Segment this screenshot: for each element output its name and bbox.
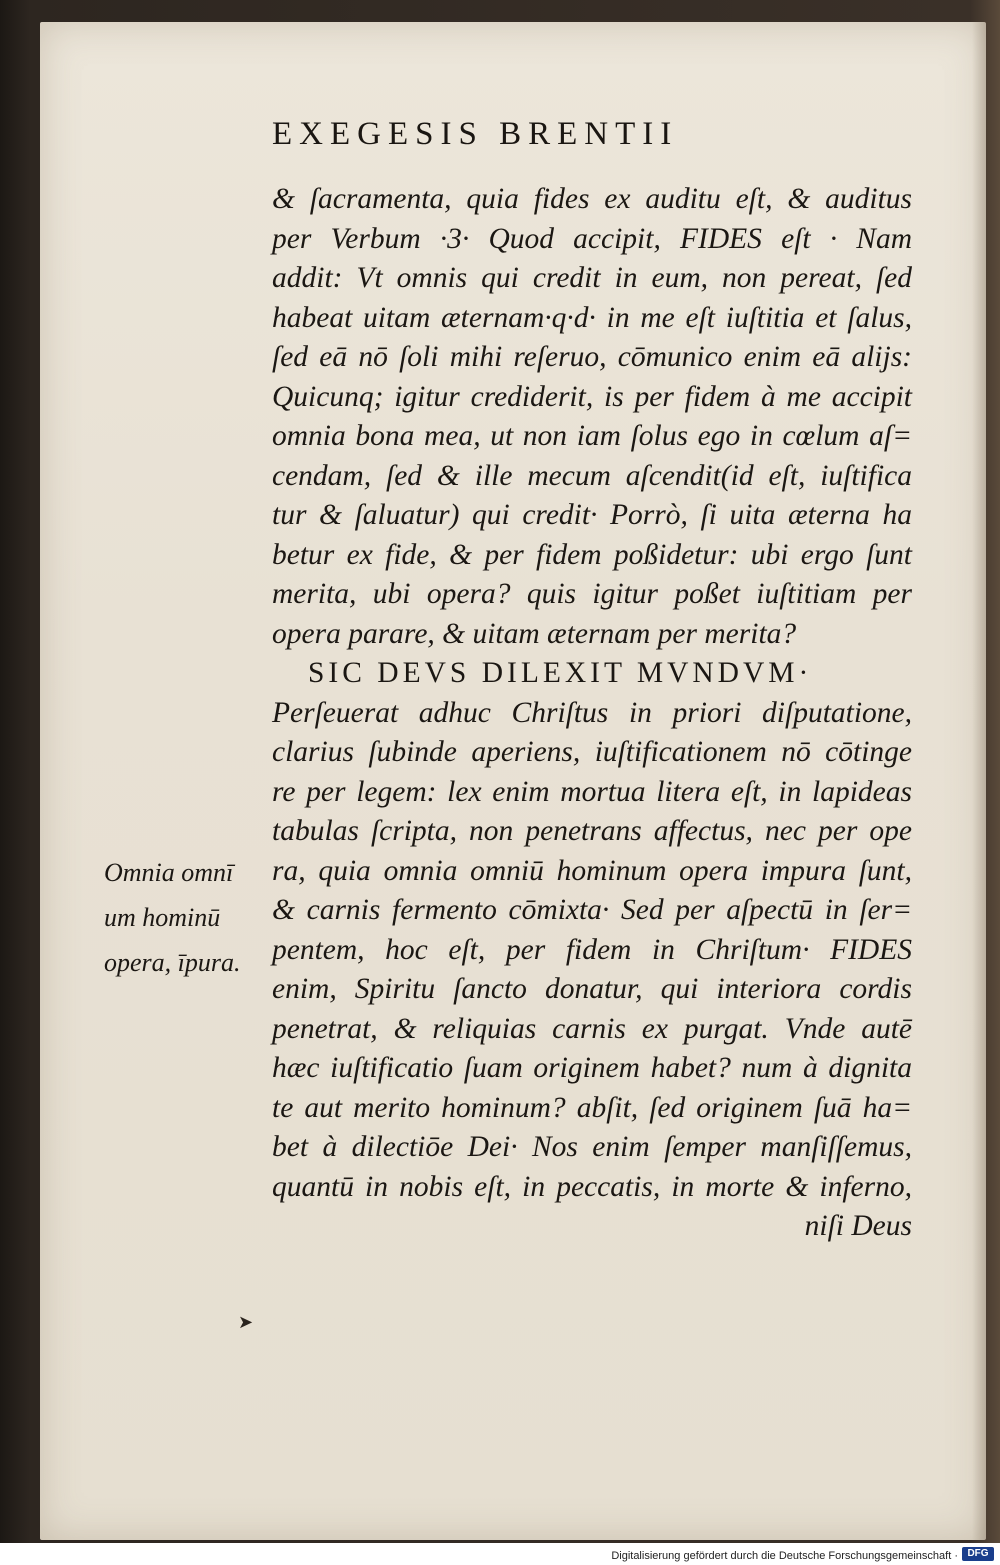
marginal-note-line: Omnia omnī bbox=[104, 858, 234, 887]
text-line: merita, ubi opera? quis igitur poßet iuſtitiam per bbox=[272, 578, 912, 610]
text-line: penetrat, & reliquias carnis ex purgat. Vnde autē bbox=[272, 1012, 912, 1045]
text-line: re per legem: lex enim mortua litera eſt, in lapideas bbox=[272, 775, 912, 808]
dfg-logo: DFG bbox=[962, 1547, 994, 1561]
text-line: per Verbum ·3· Quod accipit, FIDES eſt · Nam bbox=[272, 222, 912, 255]
text-line: pentem, hoc eſt, per fidem in Chriſtum· FIDES bbox=[272, 933, 912, 966]
marginal-note bbox=[104, 850, 270, 985]
ink-mark-icon: ➤ bbox=[238, 1312, 254, 1332]
text-line: & carnis fermento cōmixta· Sed per aſpectū in ſer= bbox=[272, 894, 912, 926]
catchword: niſi Deus bbox=[804, 1210, 912, 1242]
text-line: clarius ſubinde aperiens, iuſtificationem nō cōtinge bbox=[272, 736, 912, 768]
text-line: enim, Spiritu ſancto donatur, qui interiora cordis bbox=[272, 973, 912, 1005]
text-line: & ſacramenta, quia fides ex auditu eſt, & auditus bbox=[272, 183, 912, 215]
text-line: opera parare, & uitam æternam per merita? bbox=[272, 617, 797, 650]
marginal-note-line: opera, īpura. bbox=[104, 948, 241, 977]
text-line: betur ex fide, & per fidem poßidetur: ubi ergo ſunt bbox=[272, 538, 912, 571]
text-line: omnia bona mea, ut non iam ſolus ego in cœlum aſ= bbox=[272, 420, 912, 452]
text-line: hæc iuſtificatio ſuam originem habet? num à dignita bbox=[272, 1052, 912, 1084]
text-line: te aut merito hominum? abſit, ſed originem ſuā ha= bbox=[272, 1091, 912, 1124]
text-line: habeat uitam æternam·q·d· in me eſt iuſtitia et ſalus, bbox=[272, 301, 912, 334]
text-line: ra, quia omnia omniū hominum opera impura ſunt, bbox=[272, 854, 912, 887]
text-line: bet à dilectiōe Dei· Nos enim ſemper manſiſſemus, bbox=[272, 1131, 912, 1163]
digitization-footer bbox=[0, 1543, 1000, 1565]
marginal-note-line: um hominū bbox=[104, 903, 221, 932]
text-line: quantū in nobis eſt, in peccatis, in morte & inferno, bbox=[272, 1170, 912, 1203]
text-line: Quicunq; igitur crediderit, is per fidem à me accipit bbox=[272, 380, 912, 413]
text-line: tabulas ſcripta, non penetrans affectus, nec per ope bbox=[272, 815, 912, 847]
section-heading: SIC DEVS DILEXIT MVNDVM· bbox=[308, 657, 813, 689]
text-line: tur & ſaluatur) qui credit· Porrò, ſi uita æterna ha bbox=[272, 499, 912, 531]
page-edge-shadow bbox=[972, 22, 986, 1540]
footer-credit: Digitalisierung gefördert durch die Deutsche Forschungsgemeinschaft · bbox=[611, 1550, 958, 1562]
text-line: Perſeuerat adhuc Chriſtus in priori diſputatione, bbox=[272, 696, 912, 729]
text-line: cendam, ſed & ille mecum aſcendit(id eſt, iuſtifica bbox=[272, 459, 912, 492]
text-line: ſed eā nō ſoli mihi reſeruo, cōmunico enim eā alijs: bbox=[272, 341, 912, 373]
running-head: EXEGESIS BRENTII bbox=[272, 116, 679, 152]
body-text bbox=[272, 180, 912, 1247]
text-line: addit: Vt omnis qui credit in eum, non pereat, ſed bbox=[272, 262, 912, 294]
